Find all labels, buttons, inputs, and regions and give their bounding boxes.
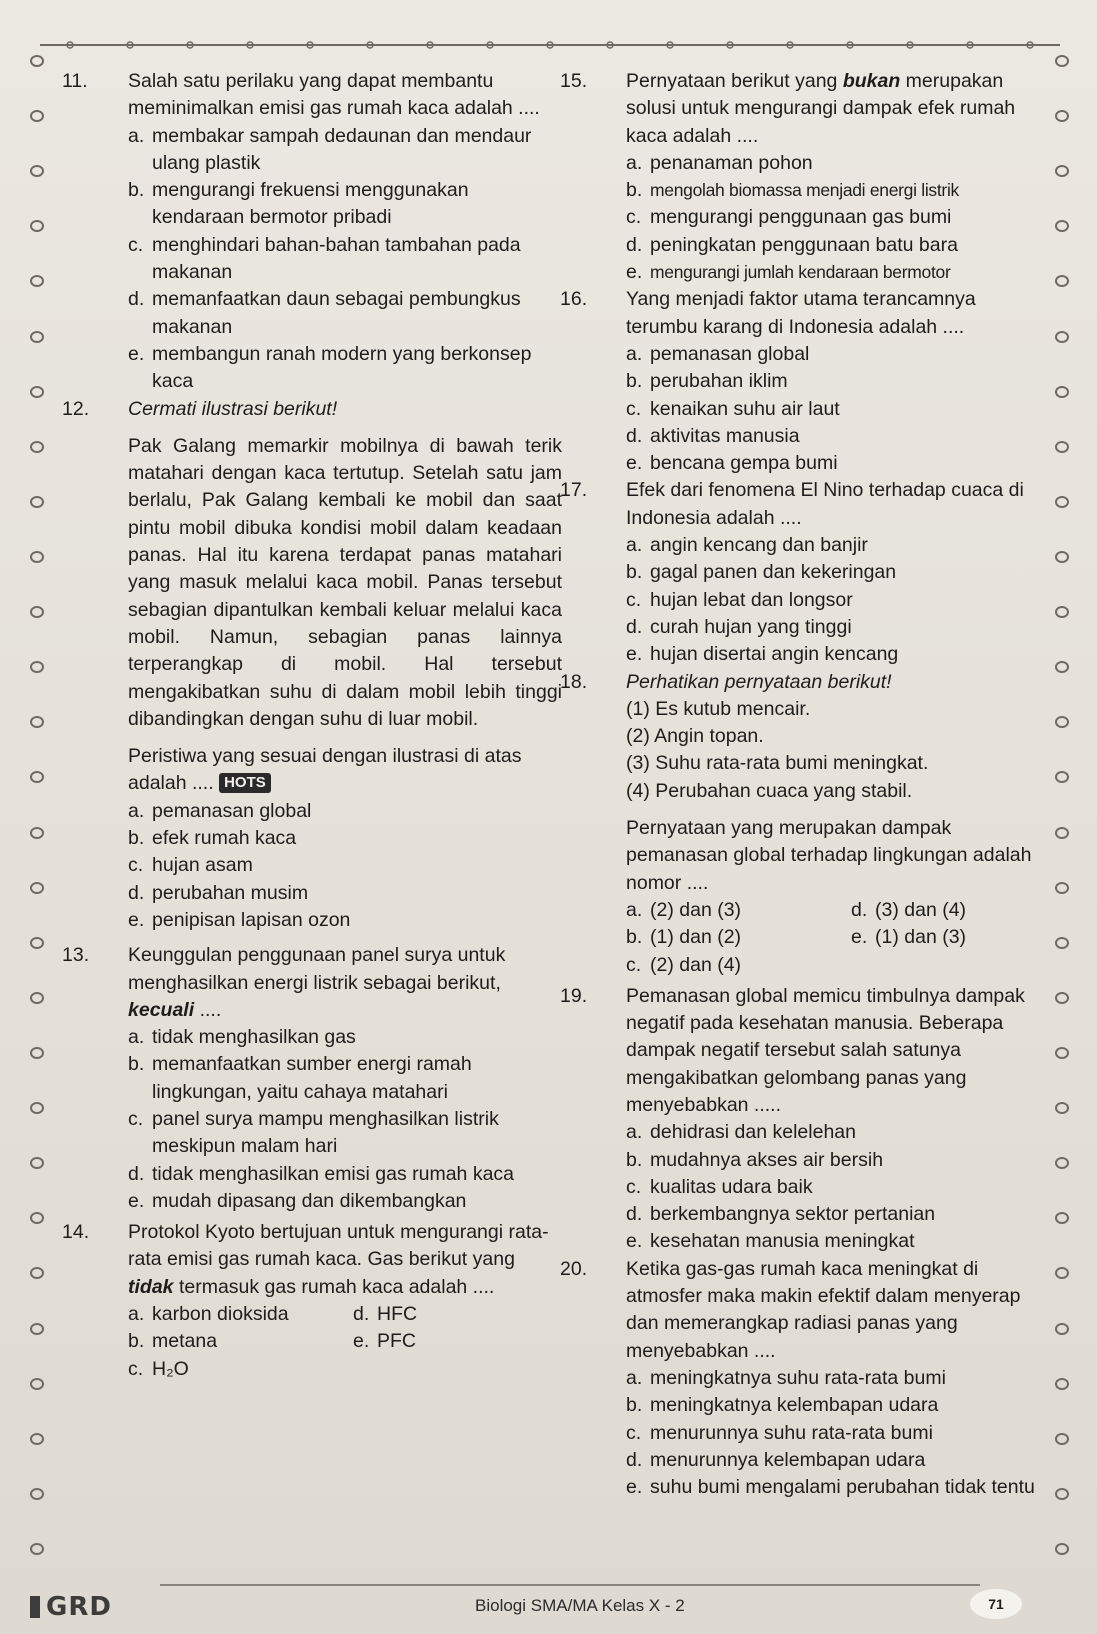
option[interactable]: a. angin kencang dan banjir <box>626 534 868 557</box>
option[interactable]: a. membakar sampah dedaunan dan mendaur ulang plastik <box>128 124 532 174</box>
question-stem: Pemanasan global memicu timbulnya dampak negatif pada kesehatan manusia. Beberapa dampak negatif tersebut salah satunya mengakibatkan gelombang panas yang menyebabkan ..... <box>626 984 1025 1116</box>
option[interactable]: c. kualitas udara baik <box>626 1175 813 1198</box>
question-14 <box>62 1219 562 1383</box>
option[interactable]: d. menurunnya kelembapan udara <box>626 1448 926 1471</box>
option[interactable]: e. membangun ranah modern yang berkonsep kaca <box>128 342 532 393</box>
question-stem: Ketika gas-gas rumah kaca meningkat di atmosfer maka makin efektif dalam menyerap dan memerangkap radiasi panas yang menyebabkan .... <box>626 1257 1021 1362</box>
option[interactable]: e. suhu bumi mengalami perubahan tidak tentu <box>626 1476 1035 1499</box>
option[interactable]: b. memanfaatkan sumber energi ramah lingkungan, yaitu cahaya matahari <box>128 1053 472 1103</box>
question-number: 17. <box>560 479 588 502</box>
option[interactable]: a. karbon dioksida <box>128 1303 289 1326</box>
option[interactable]: c. menurunnya suhu rata-rata bumi <box>626 1421 933 1444</box>
question-11 <box>62 68 562 396</box>
option[interactable]: b. perubahan iklim <box>626 370 788 393</box>
question-number: 14. <box>62 1221 90 1244</box>
option[interactable]: d. peningkatan penggunaan batu bara <box>626 233 958 256</box>
question-stem: Pernyataan berikut yang bukan merupakan solusi untuk mengurangi dampak efek rumah kaca adalah .... <box>626 70 1016 147</box>
option[interactable]: d. memanfaatkan daun sebagai pembungkus makanan <box>128 288 521 338</box>
option[interactable]: b. meningkatnya kelembapan udara <box>626 1394 939 1417</box>
question-stem: Keunggulan penggunaan panel surya untuk menghasilkan energi listrik sebagai berikut, kecuali .... <box>128 944 506 1021</box>
question-number: 19. <box>560 984 588 1007</box>
question-number: 15. <box>560 70 588 92</box>
page-number: 71 <box>970 1589 1022 1619</box>
option[interactable]: b. metana <box>128 1330 218 1353</box>
right-column <box>560 68 1045 1501</box>
question-15 <box>560 68 1045 286</box>
option[interactable]: e. hujan disertai angin kencang <box>626 643 899 666</box>
spiral-right <box>1055 55 1071 1555</box>
option[interactable]: d. HFC <box>353 1303 418 1326</box>
question-number: 18. <box>560 670 588 693</box>
option[interactable]: c. menghindari bahan-bahan tambahan pada makanan <box>128 233 521 284</box>
option[interactable]: d. (3) dan (4) <box>851 898 967 921</box>
option[interactable]: c. hujan asam <box>128 854 253 877</box>
option[interactable]: c. H₂O <box>128 1357 189 1380</box>
illustration-passage: Pak Galang memarkir mobilnya di bawah terik matahari dengan kaca tertutup. Setelah satu jam berlalu, Pak Galang kembali ke mobil dan saat pintu mobil dibuka kondisi mobil dalam keadaan panas. Hal itu karena terdapat panas matahari yang masuk melalui kaca mobil. Panas tersebut sebagian dipantulkan kembali keluar melalui kaca mobil. Namun, sebagian panas lainnya terperangkap di mobil. Hal tersebut mengakibatkan suhu di dalam mobil lebih tinggi dibandingkan dengan suhu di luar mobil. <box>128 434 562 730</box>
option[interactable]: d. curah hujan yang tinggi <box>626 615 852 638</box>
option[interactable]: e. kesehatan manusia meningkat <box>626 1230 915 1253</box>
question-number: 13. <box>62 944 90 967</box>
option[interactable]: c. mengurangi penggunaan gas bumi <box>626 206 952 229</box>
question-number: 12. <box>62 397 90 420</box>
option[interactable]: d. aktivitas manusia <box>626 424 800 447</box>
option[interactable]: b. mudahnya akses air bersih <box>626 1148 884 1171</box>
question-13 <box>62 942 562 1215</box>
question-12 <box>62 396 562 935</box>
option[interactable]: a. meningkatnya suhu rata-rata bumi <box>626 1366 946 1389</box>
publisher-logo: GRD <box>30 1592 112 1622</box>
spiral-binding-top <box>40 40 1060 50</box>
option[interactable]: a. pemanasan global <box>626 342 810 365</box>
question-17 <box>560 477 1045 668</box>
footer-divider <box>160 1584 980 1586</box>
option[interactable]: e. (1) dan (3) <box>851 926 967 949</box>
option[interactable]: c. panel surya mampu menghasilkan listrik meskipun malam hari <box>128 1107 499 1158</box>
option[interactable]: a. pemanasan global <box>128 799 312 822</box>
question-prompt: Pernyataan yang merupakan dampak pemanasan global terhadap lingkungan adalah nomor .... <box>626 817 1032 894</box>
option[interactable]: e. bencana gempa bumi <box>626 452 838 475</box>
option-grid <box>128 1301 562 1383</box>
page-footer <box>30 1584 1070 1624</box>
option[interactable]: e. penipisan lapisan ozon <box>128 908 351 931</box>
option[interactable]: e. PFC <box>353 1330 416 1353</box>
question-stem: Cermati ilustrasi berikut! <box>128 397 338 420</box>
question-18 <box>560 669 1045 979</box>
option[interactable]: d. tidak menghasilkan emisi gas rumah kaca <box>128 1162 515 1185</box>
statement: (1) Es kutub mencair. <box>626 697 811 720</box>
option[interactable]: a. (2) dan (3) <box>626 898 742 921</box>
statement: (4) Perubahan cuaca yang stabil. <box>626 779 913 802</box>
footer-subject: Biologi SMA/MA Kelas X - 2 <box>475 1596 685 1615</box>
question-19 <box>560 983 1045 1256</box>
question-prompt: Peristiwa yang sesuai dengan ilustrasi di atas adalah .... HOTS <box>128 745 522 795</box>
option[interactable]: c. hujan lebat dan longsor <box>626 588 853 611</box>
option[interactable]: c. kenaikan suhu air laut <box>626 397 840 420</box>
question-stem: Yang menjadi faktor utama terancamnya terumbu karang di Indonesia adalah .... <box>626 288 976 338</box>
question-stem: Efek dari fenomena El Nino terhadap cuaca di Indonesia adalah .... <box>626 479 1024 529</box>
question-20 <box>560 1256 1045 1502</box>
question-16 <box>560 286 1045 477</box>
option[interactable]: d. berkembangnya sektor pertanian <box>626 1203 936 1226</box>
option[interactable]: e. mudah dipasang dan dikembangkan <box>128 1189 467 1212</box>
left-column <box>62 68 562 1383</box>
question-number: 11. <box>62 70 88 92</box>
question-number: 20. <box>560 1257 588 1280</box>
option[interactable]: a. tidak menghasilkan gas <box>128 1026 356 1049</box>
option[interactable]: b. mengurangi frekuensi menggunakan kendaraan bermotor pribadi <box>128 179 469 229</box>
question-number: 16. <box>560 288 588 311</box>
question-stem: Perhatikan pernyataan berikut! <box>626 670 892 693</box>
statement: (2) Angin topan. <box>626 725 764 748</box>
statement: (3) Suhu rata-rata bumi meningkat. <box>626 752 929 775</box>
question-stem: Protokol Kyoto bertujuan untuk mengurangi rata-rata emisi gas rumah kaca. Gas berikut yang tidak termasuk gas rumah kaca adalah .... <box>128 1221 549 1298</box>
spiral-left <box>30 55 46 1555</box>
option[interactable]: b. gagal panen dan kekeringan <box>626 561 897 584</box>
option[interactable]: d. perubahan musim <box>128 881 309 904</box>
option[interactable]: b. efek rumah kaca <box>128 827 297 850</box>
hots-badge: HOTS <box>219 773 271 793</box>
option[interactable]: b. (1) dan (2) <box>626 926 742 949</box>
option-grid <box>626 897 1051 979</box>
option[interactable]: e. mengurangi jumlah kendaraan bermotor <box>626 261 951 284</box>
option[interactable]: a. penanaman pohon <box>626 151 813 174</box>
option[interactable]: b. mengolah biomassa menjadi energi listrik <box>626 179 959 202</box>
question-stem: Salah satu perilaku yang dapat membantu meminimalkan emisi gas rumah kaca adalah .... <box>128 70 540 120</box>
option[interactable]: c. (2) dan (4) <box>626 953 742 976</box>
option[interactable]: a. dehidrasi dan kelelehan <box>626 1121 856 1144</box>
